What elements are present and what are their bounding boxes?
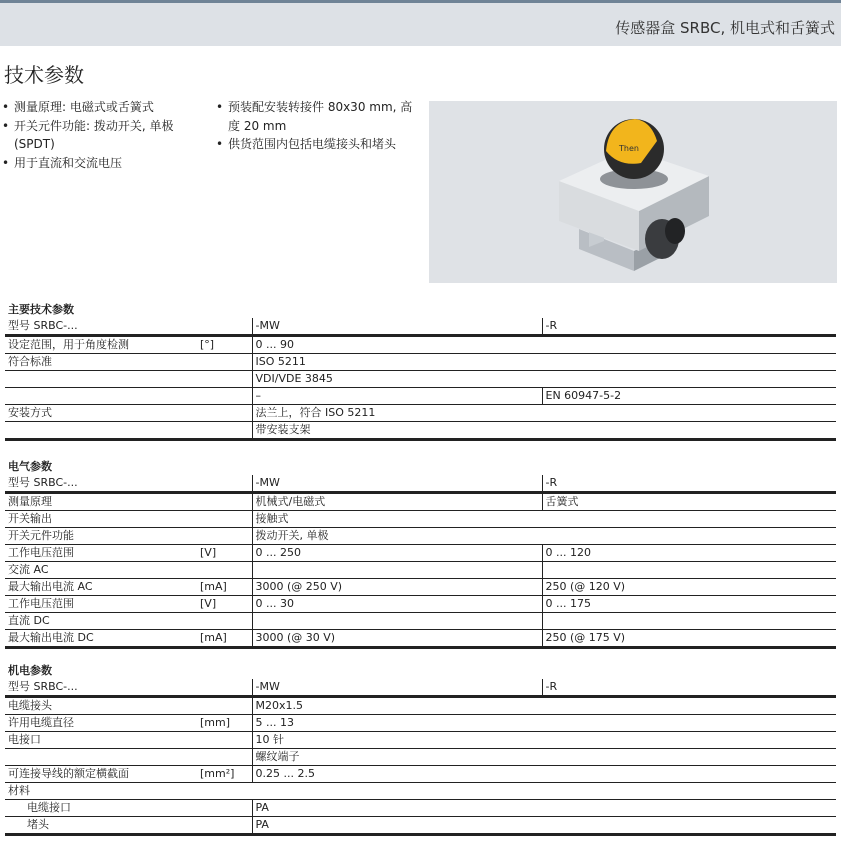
row-unit: [°] (200, 336, 252, 354)
page-header-title: 传感器盒 SRBC, 机电式和舌簧式 (615, 19, 835, 37)
type-header: 型号 SRBC-... (5, 475, 252, 493)
row-label: 设定范围，用于角度检测 (5, 336, 200, 354)
row-unit: [V] (200, 596, 252, 613)
electrical-params-table (5, 459, 836, 649)
product-badge-text: Then (619, 144, 639, 153)
row-label: 工作电压范围 (5, 545, 200, 562)
type-header: 型号 SRBC-... (5, 679, 252, 697)
sensor-box-illustration (429, 101, 837, 283)
row-unit: [V] (200, 545, 252, 562)
electromechanical-params-table (5, 663, 836, 836)
col-header-mw: -MW (252, 475, 542, 493)
row-value: – (252, 388, 542, 405)
row-sublabel: 堵头 (5, 817, 200, 835)
row-label: 符合标准 (5, 354, 200, 371)
row-value: 0.25 ... 2.5 (252, 766, 836, 783)
row-value: 机械式/电磁式 (252, 493, 542, 511)
section-heading: 技术参数 (4, 63, 84, 87)
row-value: 3000 (@ 250 V) (252, 579, 542, 596)
row-value: 0 ... 175 (542, 596, 836, 613)
row-unit: [mm²] (200, 766, 252, 783)
col-header-r: -R (542, 679, 836, 697)
product-photo (429, 101, 837, 283)
feature-item: • 供货范围内包括电缆接头和堵头 (216, 135, 416, 154)
table-title: 电气参数 (8, 460, 52, 473)
row-value: 带安装支架 (252, 422, 836, 440)
row-value: 3000 (@ 30 V) (252, 630, 542, 648)
feature-list-right (216, 98, 416, 154)
row-label: 测量原理 (5, 493, 200, 511)
feature-list-left (2, 98, 202, 172)
row-label: 工作电压范围 (5, 596, 200, 613)
row-value: PA (252, 800, 836, 817)
row-label: 开关元件功能 (5, 528, 200, 545)
col-header-mw: -MW (252, 318, 542, 336)
row-value: 拨动开关, 单极 (252, 528, 836, 545)
row-label: 电接口 (5, 732, 200, 749)
col-header-mw: -MW (252, 679, 542, 697)
row-value: 舌簧式 (542, 493, 836, 511)
row-label: 最大输出电流 AC (5, 579, 200, 596)
type-header: 型号 SRBC-... (5, 318, 252, 336)
row-unit: [mm] (200, 715, 252, 732)
table-title: 主要技术参数 (8, 303, 74, 316)
row-value: 250 (@ 120 V) (542, 579, 836, 596)
row-value: VDI/VDE 3845 (252, 371, 836, 388)
row-label: 材料 (5, 783, 836, 800)
row-value: PA (252, 817, 836, 835)
feature-item: • 测量原理: 电磁式或舌簧式 (2, 98, 202, 117)
row-value: 5 ... 13 (252, 715, 836, 732)
row-label: 许用电缆直径 (5, 715, 200, 732)
main-tech-params-table (5, 302, 836, 441)
row-value: 250 (@ 175 V) (542, 630, 836, 648)
row-label-cont: 直流 DC (5, 613, 200, 630)
row-value: EN 60947-5-2 (542, 388, 836, 405)
row-value: M20x1.5 (252, 697, 836, 715)
row-label: 电缆接头 (5, 697, 200, 715)
row-sublabel: 电缆接口 (5, 800, 200, 817)
row-value: 接触式 (252, 511, 836, 528)
row-value: 0 ... 250 (252, 545, 542, 562)
feature-item: • 用于直流和交流电压 (2, 154, 202, 173)
row-label: 开关输出 (5, 511, 200, 528)
row-label: 可连接导线的额定横截面 (5, 766, 200, 783)
header-bar (0, 3, 841, 46)
row-unit: [mA] (200, 579, 252, 596)
row-value: ISO 5211 (252, 354, 836, 371)
row-value: 10 针 (252, 732, 836, 749)
col-header-r: -R (542, 318, 836, 336)
col-header-r: -R (542, 475, 836, 493)
row-value: 法兰上，符合 ISO 5211 (252, 405, 836, 422)
row-value: 0 ... 90 (252, 336, 836, 354)
row-label-cont: 交流 AC (5, 562, 200, 579)
feature-item: • 开关元件功能: 拨动开关, 单极 (SPDT) (2, 117, 202, 154)
row-unit: [mA] (200, 630, 252, 648)
row-label: 安装方式 (5, 405, 200, 422)
table-title: 机电参数 (8, 664, 52, 677)
row-value: 0 ... 120 (542, 545, 836, 562)
row-value: 0 ... 30 (252, 596, 542, 613)
row-value: 螺纹端子 (252, 749, 836, 766)
row-label: 最大输出电流 DC (5, 630, 200, 648)
feature-item: • 预装配安装转接件 80x30 mm, 高度 20 mm (216, 98, 416, 135)
